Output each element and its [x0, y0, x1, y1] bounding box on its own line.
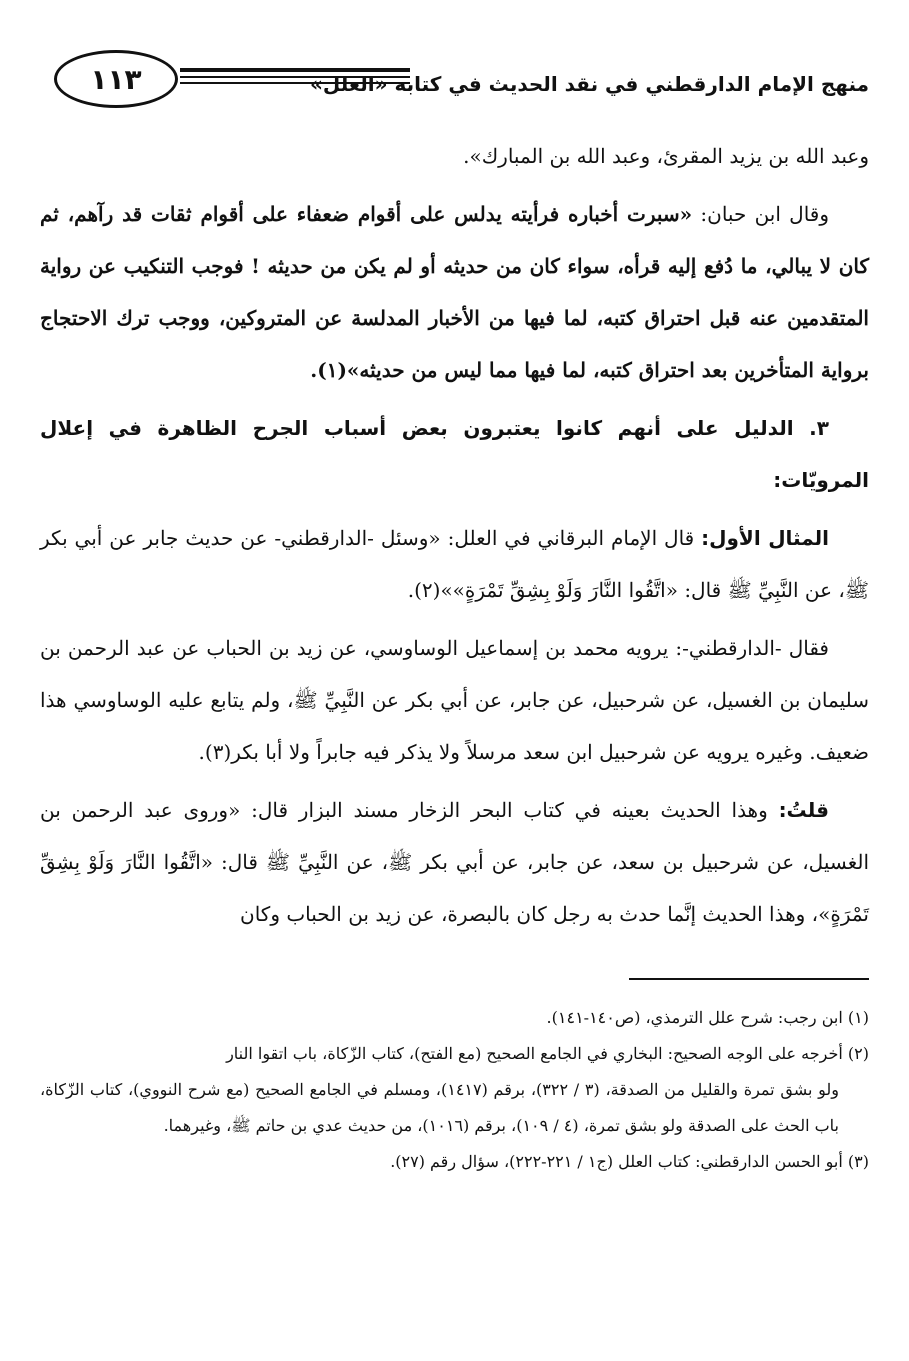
paragraph-5-lead: قلتُ: — [778, 798, 829, 822]
footnote-1-text: ابن رجب: شرح علل الترمذي، (ص١٤٠-١٤١). — [546, 1008, 848, 1027]
page-header — [40, 42, 869, 122]
paragraph-1: وعبد الله بن يزيد المقرئ، وعبد الله بن المبارك». — [463, 144, 869, 168]
example-1-text: قال الإمام البرقاني في العلل: «وسئل -الدارقطني- عن حديث جابر عن أبي بكر ﷺ، عن النَّبِيِّ ﷺ قال: «اتَّقُوا النَّارَ وَلَوْ بِشِقِّ تَمْرَةٍ»»(٢). — [40, 526, 869, 602]
footnote-3 — [40, 1144, 869, 1180]
footnote-3-text: أبو الحسن الدارقطني: كتاب العلل (ج١ / ٢٢١-٢٢٢)، سؤال رقم (٢٧). — [390, 1152, 848, 1171]
paragraph-5-text: وهذا الحديث بعينه في كتاب البحر الزخار مسند البزار قال: «وروى عبد الرحمن بن الغسيل، عن شرحبيل بن سعد، عن جابر، عن أبي بكر ﷺ، عن النَّبِيِّ ﷺ قال: «اتَّقُوا النَّارَ وَلَوْ بِشِقِّ تَمْرَةٍ»، وهذا الحديث إنَّما حدث به رجل كان بالبصرة، عن زيد بن الحباب وكان — [40, 798, 869, 926]
example-1-lead: المثال الأول: — [701, 526, 829, 550]
paragraph-2-lead: وقال ابن حبان: — [692, 202, 830, 226]
paragraph-4: فقال -الدارقطني-: يرويه محمد بن إسماعيل الوساوسي، عن زيد بن الحباب عن عبد الرحمن بن سليمان بن الغسيل، عن شرحبيل، عن جابر، عن أبي بكر عن النَّبِيِّ ﷺ، ولم يتابع عليه الوساوسي هذا ضعيف. وغيره يرويه عن شرحبيل ابن سعد مرسلاً ولا يذكر فيه جابراً ولا أبا بكر(٣). — [40, 636, 870, 764]
footnotes — [40, 1000, 869, 1180]
running-title: منهج الإمام الدارقطني في نقد الحديث في كتابه «العلل» — [309, 72, 869, 96]
paragraph-2-quote: «سبرت أخباره فرأيته يدلس على أقوام ضعفاء على أقوام ثقات قد رآهم، ثم كان لا يبالي، ما دُفع إليه قرأه، سواء كان من حديثه أو لم يكن من حديثه ! فوجب التنكيب عن رواية المتقدمين عنه قبل احتراق كتبه، لما فيها من الأخبار المدلسة عن المتروكين، ووجب ترك الاحتجاج برواية المتأخرين بعد احتراق كتبه، لما فيها مما ليس من حديثه»(١). — [40, 202, 870, 382]
footnote-2-continuation: ولو بشق تمرة والقليل من الصدقة، (٣ / ٣٢٢)، برقم (١٤١٧)، ومسلم في الجامع الصحيح (مع شرح النووي)، كتاب الزّكاة، باب الحث على الصدقة ولو بشق تمرة، (٤ / ١٠٩)، برقم (١٠١٦)، من حديث عدي بن حاتم ﷺ، وغيرهما. — [40, 1080, 840, 1135]
footnote-divider — [629, 978, 869, 980]
section-heading: ٣. الدليل على أنهم كانوا يعتبرون بعض أسباب الجرح الظاهرة في إعلال المرويّات: — [40, 416, 869, 492]
main-text — [40, 130, 869, 946]
footnote-3-number: (٣) — [847, 1152, 869, 1171]
example-1 — [40, 512, 869, 616]
footnote-2-text: أخرجه على الوجه الصحيح: البخاري في الجامع الصحيح (مع الفتح)، كتاب الزّكاة، باب اتقوا النار — [226, 1044, 848, 1063]
paragraph-2 — [40, 188, 869, 396]
page-number: ١١٣ — [54, 50, 178, 108]
footnote-1 — [40, 1000, 869, 1036]
footnote-2-number: (٢) — [847, 1044, 869, 1063]
footnote-1-number: (١) — [847, 1008, 869, 1027]
paragraph-5 — [40, 784, 869, 940]
footnote-2 — [40, 1036, 869, 1072]
